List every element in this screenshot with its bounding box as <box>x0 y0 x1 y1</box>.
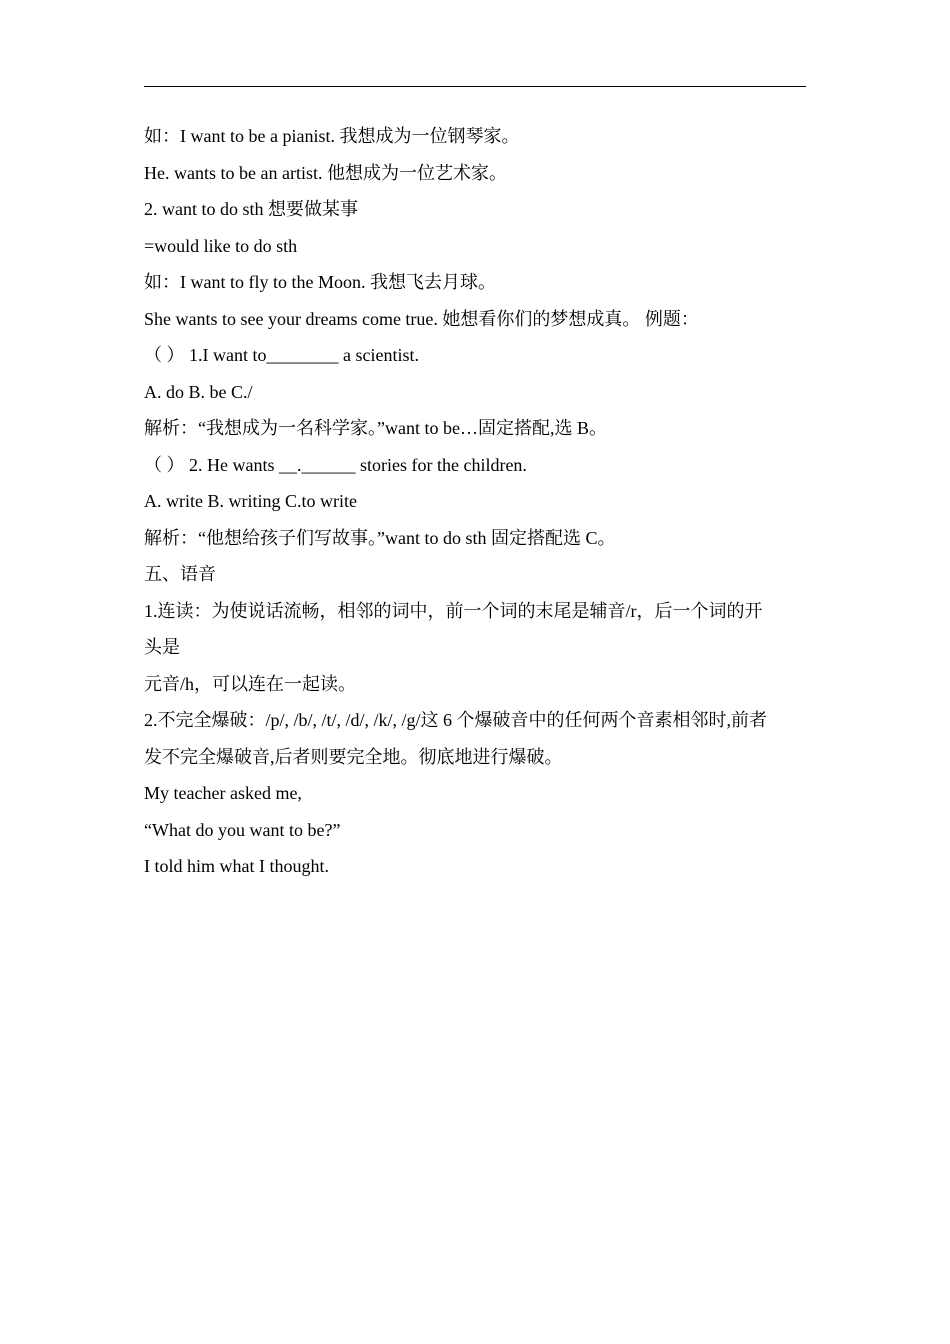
poem-line-3: I told him what I thought. <box>144 856 329 876</box>
point-would-like: =would like to do sth <box>144 235 298 256</box>
liaison-rule-line-2: 头是 <box>144 637 180 657</box>
example-moon: 如：I want to fly to the Moon. 我想飞去月球。 <box>144 272 496 292</box>
question-2-options: A. write B. writing C.to write <box>144 491 357 511</box>
liaison-rule-line-3: 元音/h，可以连在一起读。 <box>144 673 356 694</box>
poem-line-1: My teacher asked me, <box>144 783 302 803</box>
plosive-rule-line-2: 发不完全爆破音,后者则要完全地。彻底地进行爆破。 <box>144 746 563 767</box>
header-rule <box>144 86 806 87</box>
poem-line-2: “What do you want to be?” <box>144 819 341 840</box>
question-1-analysis: 解析：“我想成为一名科学家。”want to be…固定搭配,选 B。 <box>144 418 607 438</box>
question-1: （ ） 1.I want to________ a scientist. <box>144 345 419 365</box>
liaison-rule-line-1: 1.连读：为使说话流畅，相邻的词中，前一个词的末尾是辅音/r，后一个词的开 <box>144 600 763 621</box>
plosive-rule-line-1: 2.不完全爆破：/p/, /b/, /t/, /d/, /k/, /g/这 6 个爆破音中的任何两个音素相邻时,前者 <box>144 710 768 730</box>
section-heading-pronunciation: 五、语音 <box>144 564 216 584</box>
example-pianist: 如：I want to be a pianist. 我想成为一位钢琴家。 <box>144 126 520 146</box>
question-2: （ ） 2. He wants __.______ stories for the children. <box>144 454 527 475</box>
question-2-analysis: 解析：“他想给孩子们写故事。”want to do sth 固定搭配选 C。 <box>144 527 616 548</box>
point-want-to-do: 2. want to do sth 想要做某事 <box>144 199 358 219</box>
example-dreams: She wants to see your dreams come true. 她想看你们的梦想成真。 例题： <box>144 308 699 329</box>
document-body <box>144 118 808 885</box>
question-1-options: A. do B. be C./ <box>144 381 253 402</box>
example-artist: He. wants to be an artist. 他想成为一位艺术家。 <box>144 162 507 183</box>
